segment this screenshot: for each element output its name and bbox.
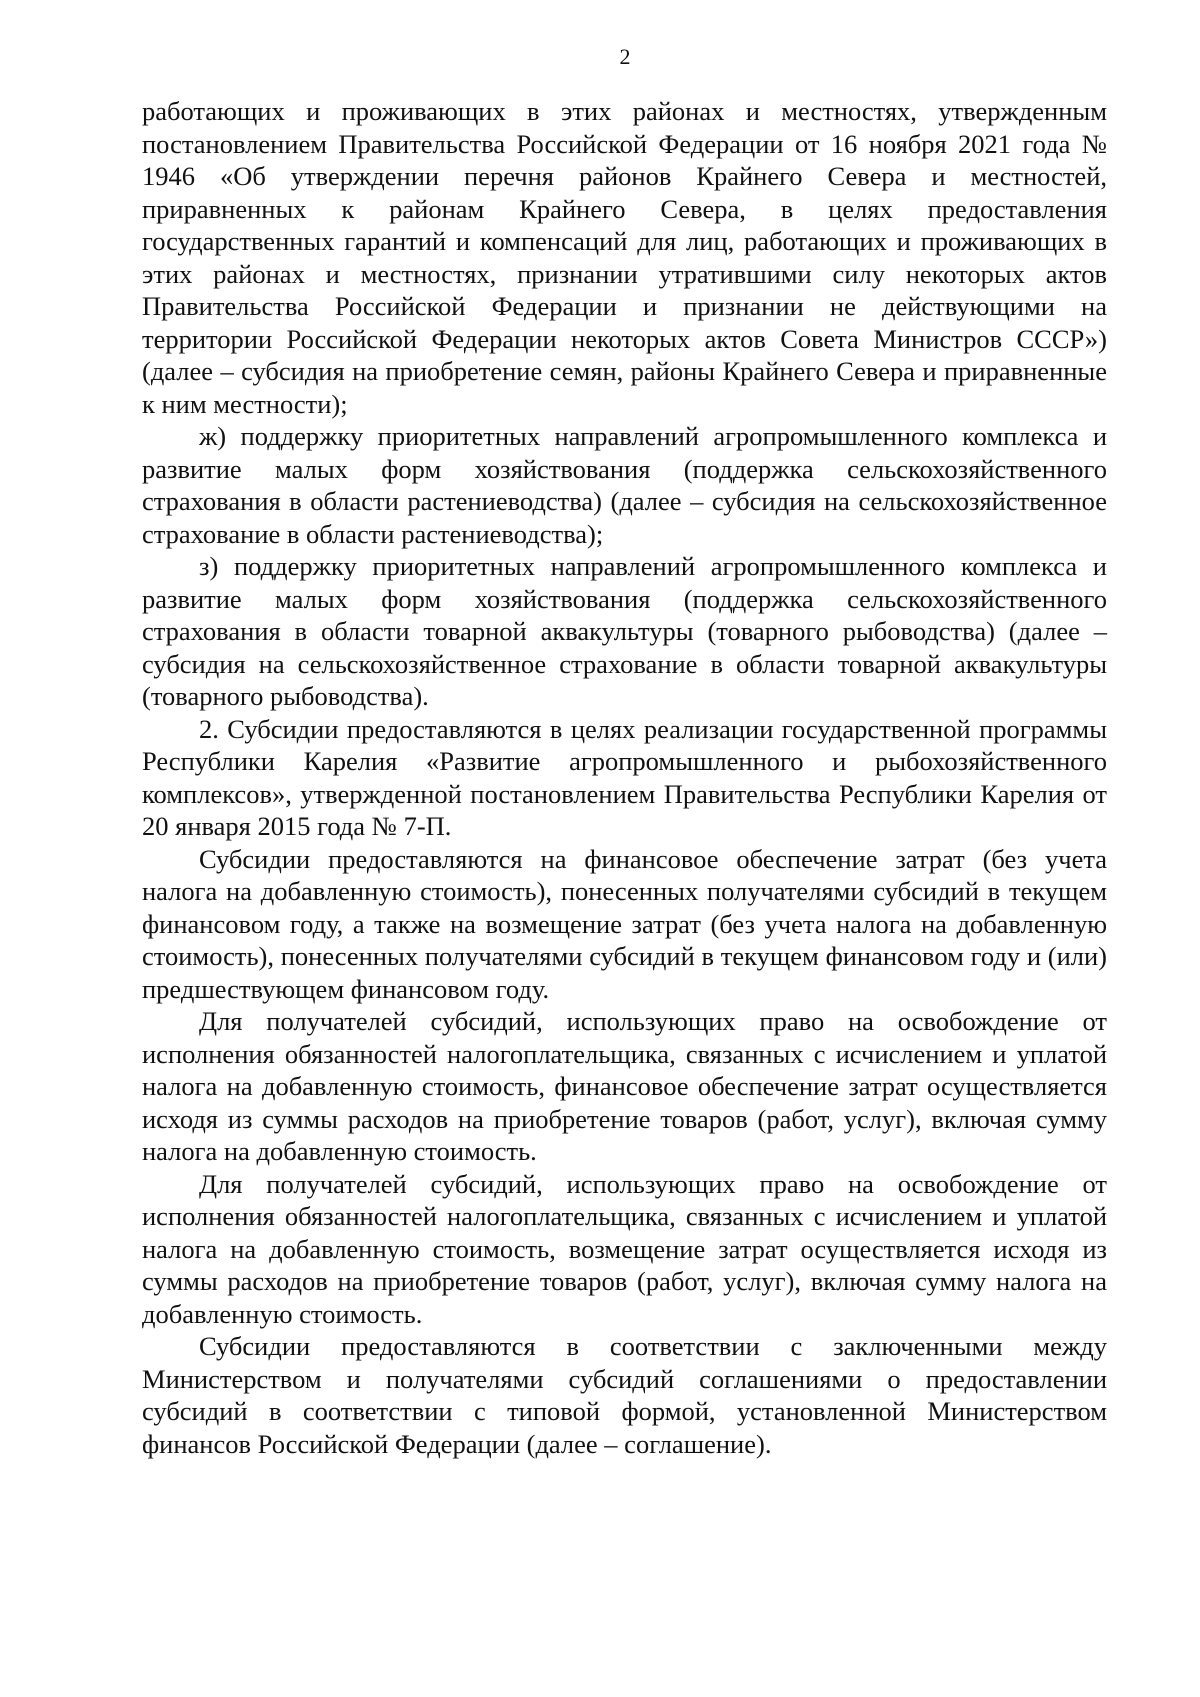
page-number: 2 (619, 44, 631, 69)
paragraph-item-z: з) поддержку приоритетных направлений агропромышленного комплекса и развитие малых форм хозяйствования (поддержка сельскохозяйственного страхования в области товарной аквакультуры (товарного рыбоводства) (далее – субсидия на сельскохозяйственное страхование в области товарной аквакультуры (товарного рыбоводства). (142, 551, 1107, 711)
paragraph-continuation: работающих и проживающих в этих районах и местностях, утвержденным постановлением Правительства Российской Федерации от 16 ноября 2021 года № 1946 «Об утверждении перечня районов Крайнего Севера и местностей, приравненных к районам Крайнего Севера, в целях предоставления государственных гарантий и компенсаций для лиц, работающих и проживающих в этих районах и местностях, признании утратившими силу некоторых актов Правительства Российской Федерации и признании не действующими на территории Российской Федерации некоторых актов Совета Министров СССР») (далее – субсидия на приобретение семян, районы Крайнего Севера и приравненные к ним местности); (142, 96, 1107, 419)
paragraph-vat-reimbursement: Для получателей субсидий, использующих право на освобождение от исполнения обязанностей налогоплательщика, связанных с исчислением и уплатой налога на добавленную стоимость, возмещение затрат осуществляется исходя из суммы расходов на приобретение товаров (работ, услуг), включая сумму налога на добавленную стоимость. (142, 1168, 1107, 1329)
paragraph-agreement: Субсидии предоставляются в соответствии с заключенными между Министерством и получателями субсидий соглашениями о предоставлении субсидий в соответствии с типовой формой, установленной Министерством финансов Российской Федерации (далее – соглашение). (142, 1331, 1107, 1459)
paragraph-section-2: 2. Субсидии предоставляются в целях реализации государственной программы Республики Карелия «Развитие агропромышленного и рыбохозяйственного комплексов», утвержденной постановлением Правительства Республики Карелия от 20 января 2015 года № 7-П. (142, 713, 1107, 841)
paragraph-subsidy-purpose: Субсидии предоставляются на финансовое обеспечение затрат (без учета налога на добавленную стоимость), понесенных получателями субсидий в текущем финансовом году, а также на возмещение затрат (без учета налога на добавленную стоимость), понесенных получателями субсидий в текущем финансовом году и (или) предшествующем финансовом году. (142, 843, 1107, 1004)
document-body (142, 95, 1107, 1460)
paragraph-item-zh: ж) поддержку приоритетных направлений агропромышленного комплекса и развитие малых форм хозяйствования (поддержка сельскохозяйственного страхования в области растениеводства) (далее – субсидия на сельскохозяйственное страхование в области растениеводства); (142, 421, 1107, 549)
paragraph-vat-financing: Для получателей субсидий, использующих право на освобождение от исполнения обязанностей налогоплательщика, связанных с исчислением и уплатой налога на добавленную стоимость, финансовое обеспечение затрат осуществляется исходя из суммы расходов на приобретение товаров (работ, услуг), включая сумму налога на добавленную стоимость. (142, 1006, 1107, 1166)
